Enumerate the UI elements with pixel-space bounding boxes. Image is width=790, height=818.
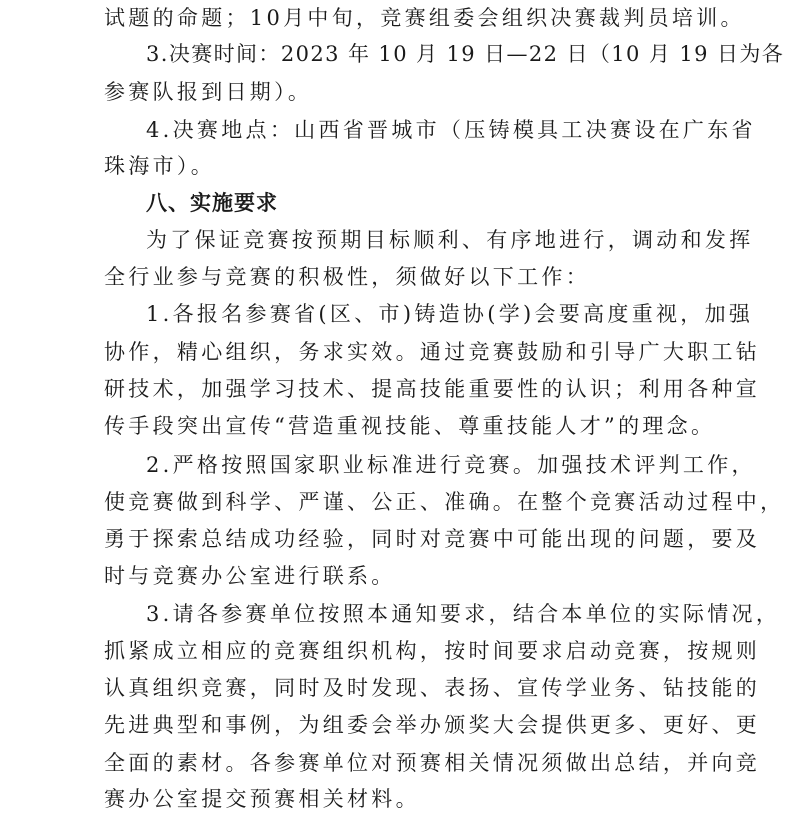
text-line: 1.各报名参赛省(区、市)铸造协(学)会要高度重视，加强: [146, 302, 754, 326]
text-line: 协作，精心组织，务求实效。通过竞赛鼓励和引导广大职工钻: [104, 340, 761, 364]
text-line: 3.决赛时间：2023 年 10 月 19 日—22 日（10 月 19 日为各: [146, 42, 785, 66]
text-line: 2.严格按照国家职业标准进行竞赛。加强技术评判工作，: [146, 453, 756, 477]
text-line: 为了保证竞赛按预期目标顺利、有序地进行，调动和发挥: [146, 228, 754, 252]
text-line: 全行业参与竞赛的积极性，须做好以下工作：: [104, 265, 590, 289]
text-line: 参赛队报到日期）。: [104, 80, 313, 104]
text-line: 认真组织竞赛，同时及时发现、表扬、宣传学业务、钻技能的: [104, 676, 761, 700]
text-line: 传手段突出宣传“营造重视技能、尊重技能人才”的理念。: [104, 414, 716, 438]
text-line: 试题的命题；10月中旬，竞赛组委会组织决赛裁判员培训。: [104, 6, 745, 30]
text-line: 使竞赛做到科学、严谨、公正、准确。在整个竞赛活动过程中，: [104, 490, 785, 514]
text-line: 赛办公室提交预赛相关材料。: [104, 787, 420, 811]
text-line: 4.决赛地点：山西省晋城市（压铸模具工决赛设在广东省: [146, 118, 756, 142]
text-line: 全面的素材。各参赛单位对预赛相关情况须做出总结，并向竞: [104, 751, 761, 775]
text-line: 勇于探索总结成功经验，同时对竞赛中可能出现的问题，要及: [104, 527, 761, 551]
text-line: 抓紧成立相应的竞赛组织机构，按时间要求启动竞赛，按规则: [104, 639, 761, 663]
text-line: 时与竞赛办公室进行联系。: [104, 564, 396, 588]
text-line: 先进典型和事例，为组委会举办颁奖大会提供更多、更好、更: [104, 713, 761, 737]
text-line: 研技术，加强学习技术、提高技能重要性的认识；利用各种宣: [104, 377, 761, 401]
section-heading: 八、实施要求: [146, 191, 278, 215]
text-line: 珠海市）。: [104, 154, 215, 178]
text-line: 3.请各参赛单位按照本通知要求，结合本单位的实际情况，: [146, 602, 781, 626]
